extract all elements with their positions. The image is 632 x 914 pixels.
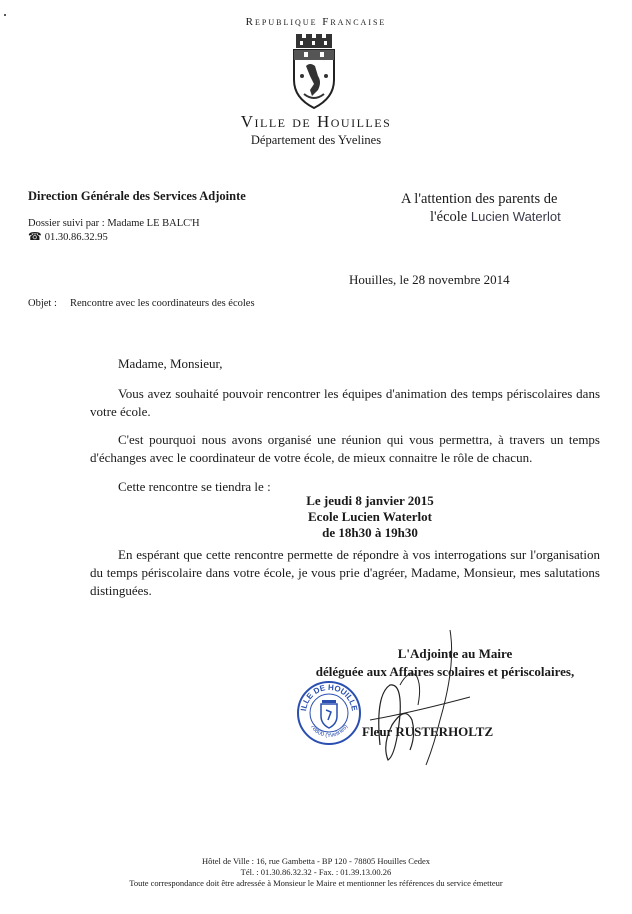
recipient-line-2-prefix: l'école — [430, 209, 468, 225]
signature-title-2: déléguée aux Affaires scolaires et périscolaires, — [315, 664, 575, 679]
stamp-text-top: ILLE DE HOUILLE — [299, 682, 359, 712]
objet-label: Objet : — [28, 298, 57, 309]
letter-paragraph-4: En espérant que cette rencontre permette de répondre à vos interrogations sur l'organisation du temps périscolaire dans votre école, je vous prie d'agréer, Madame, Monsieur, mes salutations distinguées. — [90, 547, 600, 598]
ville-title: Ville de Houilles — [240, 112, 392, 131]
objet-text: Rencontre avec les coordinateurs des écoles — [70, 298, 255, 309]
recipient-line-2 — [430, 209, 561, 226]
recipient-line-1: A l'attention des parents de — [401, 191, 558, 207]
stamp-text-bottom: 78800 (Yvelines) — [308, 723, 350, 740]
meeting-time: de 18h30 à 19h30 — [322, 525, 418, 540]
date-line: Houilles, le 28 novembre 2014 — [349, 272, 510, 287]
letter-paragraph-2: C'est pourquoi nous avons organisé une réunion qui vous permettra, à travers un temps d'échanges avec le coordinateur de votre école, de mieux connaitre le rôle de chacun. — [90, 432, 600, 465]
sender-phone — [28, 230, 108, 243]
signature-name: Fleur RUSTERHOLTZ — [362, 724, 494, 739]
republique-heading: Republique Francaise — [245, 16, 387, 28]
footer-contact: Tél. : 01.30.86.32.32 - Fax. : 01.39.13.00.26 — [240, 867, 392, 877]
letter-paragraph-1: Vous avez souhaité pouvoir rencontrer les équipes d'animation des temps périscolaires dans votre école. — [90, 386, 600, 419]
meeting-details — [270, 493, 470, 541]
handwritten-signature — [330, 625, 480, 775]
footer-address: Hôtel de Ville : 16, rue Gambetta - BP 120 - 78805 Houilles Cedex — [201, 856, 430, 866]
departement-subtitle: Département des Yvelines — [250, 133, 382, 147]
sender-phone-number: 01.30.86.32.95 — [44, 232, 108, 243]
signature-title-1: L'Adjointe au Maire — [397, 646, 513, 661]
letter-paragraph-3: Cette rencontre se tiendra le : — [118, 479, 271, 494]
sender-direction: Direction Générale des Services Adjointe — [28, 189, 246, 203]
letter-salutation: Madame, Monsieur, — [118, 356, 223, 371]
meeting-place: Ecole Lucien Waterlot — [308, 509, 432, 524]
objet-line — [28, 298, 255, 309]
meeting-date: Le jeudi 8 janvier 2015 — [306, 493, 434, 508]
recipient-school-name: Lucien Waterlot — [470, 209, 561, 224]
sender-dossier: Dossier suivi par : Madame LE BALC'H — [28, 218, 200, 229]
telephone-icon: ☎ — [28, 231, 42, 243]
footer-notice: Toute correspondance doit être adressée à Monsieur le Maire et mentionner les références du service émetteur — [129, 878, 503, 888]
coat-of-arms-icon — [282, 32, 346, 112]
